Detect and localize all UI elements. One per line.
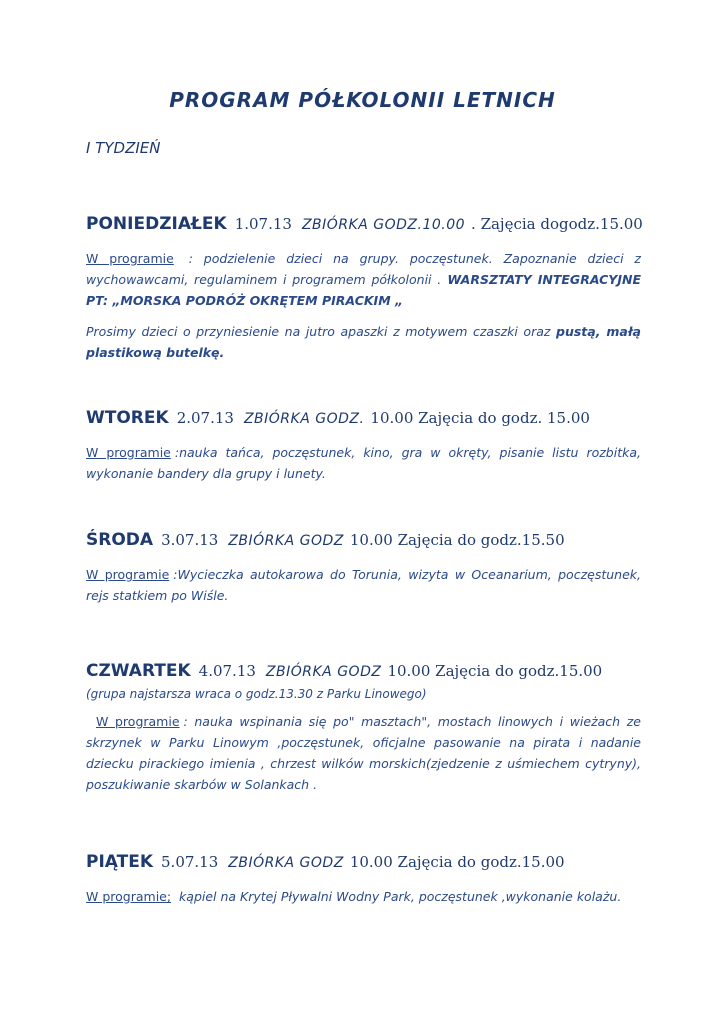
gather-time: ZBIÓRKA GODZ.: [243, 411, 365, 427]
day-header: [86, 408, 646, 428]
end-time: 10.00 Zajęcia do godz.15.00: [349, 853, 565, 871]
end-time: 10.00 Zajęcia do godz.15.00: [387, 662, 603, 680]
day-header: [86, 661, 646, 681]
program-text: :Wycieczka autokarowa do Torunia, wizyta w Oceanarium, poczęstunek, rejs statkiem po Wiśle.: [86, 567, 641, 603]
program-label: W programie: [96, 714, 180, 729]
program-text: kąpiel na Krytej Pływalni Wodny Park, poczęstunek ,wykonanie kolażu.: [175, 889, 622, 904]
group-subnote: (grupa najstarsza wraca o godz.13.30 z Parku Linowego): [86, 687, 427, 701]
program-paragraph: [86, 711, 641, 795]
program-text: : podzielenie dzieci na grupy. poczęstunek. Zapoznanie dzieci z wychowawcami, regulaminem i programem półkolonii .: [86, 251, 641, 287]
program-paragraph: [86, 564, 641, 606]
day-date: 5.07.13: [161, 853, 219, 871]
day-name: ŚRODA: [86, 530, 154, 550]
gather-time: ZBIÓRKA GODZ: [228, 533, 344, 549]
day-header: [86, 214, 646, 234]
day-section-tuesday: [86, 408, 646, 484]
day-date: 4.07.13: [198, 662, 256, 680]
day-header: [86, 530, 646, 550]
day-header: [86, 852, 646, 872]
note-text: Prosimy dzieci o przyniesienie na jutro apaszki z motywem czaszki oraz: [86, 324, 551, 339]
program-text: :nauka tańca, poczęstunek, kino, gra w okręty, pisanie listu rozbitka, wykonanie bandery dla grupy i lunety.: [86, 445, 641, 481]
day-section-monday: [86, 214, 646, 363]
program-paragraph: [86, 886, 641, 907]
note-paragraph: [86, 321, 641, 363]
gather-time: ZBIÓRKA GODZ: [265, 664, 382, 680]
day-date: 2.07.13: [176, 409, 234, 427]
program-label: W programie: [86, 567, 170, 582]
day-name: PONIEDZIAŁEK: [86, 214, 227, 234]
program-paragraph: [86, 248, 641, 311]
end-time: . Zajęcia dogodz.15.00: [471, 215, 643, 233]
gather-time: ZBIÓRKA GODZ: [228, 855, 344, 871]
day-name: PIĄTEK: [86, 852, 154, 872]
day-date: 3.07.13: [161, 531, 219, 549]
day-section-thursday: [86, 661, 646, 795]
program-workshop: WARSZTATY INTEGRACYJNE PT: „MORSKA PODRÓŻ OKRĘTEM PIRACKIM „: [86, 272, 641, 308]
program-label: W programie: [86, 445, 171, 460]
day-date: 1.07.13: [234, 215, 292, 233]
program-label: W programie;: [86, 889, 172, 904]
gather-time: ZBIÓRKA GODZ.10.00: [301, 217, 466, 233]
program-text: : nauka wspinania się po" masztach", mostach linowych i wieżach ze skrzynek w Parku Linowym ,poczęstunek, oficjalne pasowanie na pirata i nadanie dziecku pirackiego imienia , chrzest wilków morskich(zjedzenie z uśmiechem cytryny), poszukiwanie skarbów w Solankach .: [86, 714, 641, 792]
day-name: WTOREK: [86, 408, 169, 428]
day-section-friday: [86, 852, 646, 907]
end-time: 10.00 Zajęcia do godz. 15.00: [370, 409, 590, 427]
week-heading: I TYDZIEŃ: [86, 139, 161, 157]
end-time: 10.00 Zajęcia do godz.15.50: [349, 531, 565, 549]
note-bold: pustą, małą plastikową butelkę.: [86, 324, 641, 360]
day-section-wednesday: [86, 530, 646, 606]
program-paragraph: [86, 442, 641, 484]
program-label: W programie: [86, 251, 174, 266]
page-title: PROGRAM PÓŁKOLONII LETNICH: [169, 88, 556, 112]
day-name: CZWARTEK: [86, 661, 191, 681]
